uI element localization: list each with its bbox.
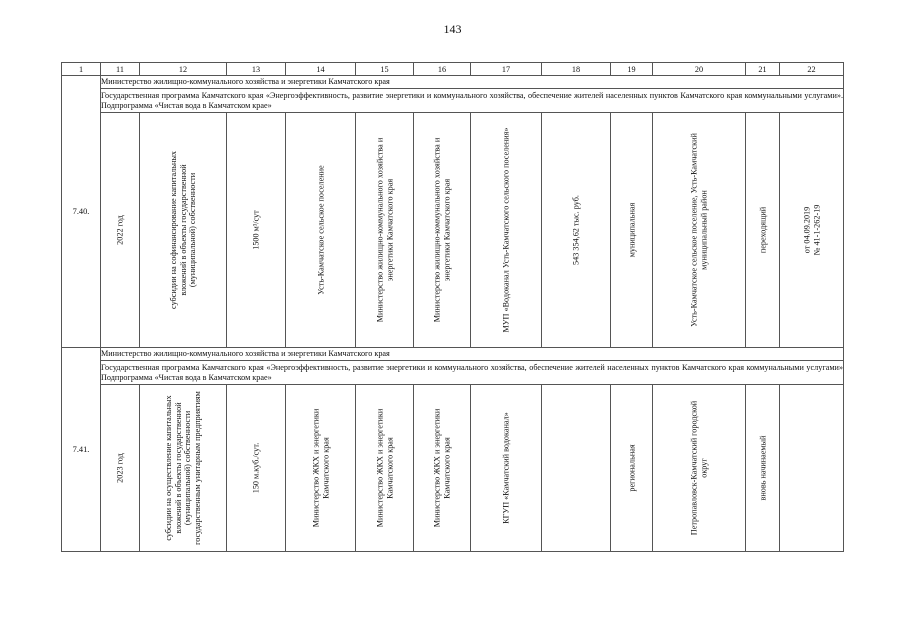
cell-status [746,113,780,348]
customer-text: Министерство ЖКХ и энергетики Камчатского края [375,408,394,528]
expertise-number: № 41-1-262-19 [811,204,821,256]
data-row [62,385,844,552]
header-col-16: 16 [414,63,471,76]
chief-manager-text: Министерство ЖКХ и энергетики Камчатского края [432,408,451,528]
ownership-text: муниципальная [626,202,636,258]
program-row [62,361,844,385]
program-text: Государственная программа Камчатского края «Энергоэффективность, развитие энергетики и коммунального хозяйства, обеспечение жителей населенных пунктов Камчатского края коммунальными услугами». Подпрограмма «Чистая вода в Камчатском крае» [101,89,844,113]
header-col-11: 11 [101,63,140,76]
year-text: 2022 год [115,215,125,245]
header-col-17: 17 [471,63,542,76]
header-col-21: 21 [746,63,780,76]
municipality-text: Усть-Камчатское сельское поселение, Усть-Камчатский муниципальный район [689,133,708,327]
cost-text: 543 354,62 тыс. руб. [571,195,581,265]
cell-expertise [780,385,844,552]
cell-municipality [653,385,746,552]
cell-chief-manager [414,113,471,348]
register-table [61,62,844,552]
cell-status [746,385,780,552]
location-text: Усть-Камчатское сельское поселение [315,165,325,295]
row-number: 7.40. [62,76,101,348]
header-col-15: 15 [356,63,414,76]
header-col-20: 20 [653,63,746,76]
ministry-row [62,348,844,361]
cell-funding-type [140,385,227,552]
cell-location [286,113,356,348]
ministry-row [62,76,844,89]
cell-year [101,385,140,552]
cell-chief-manager [414,385,471,552]
ownership-text: региональная [626,444,636,492]
page-number: 143 [443,22,462,36]
header-col-12: 12 [140,63,227,76]
header-col-18: 18 [542,63,611,76]
developer-text: МУП «Водоканал Усть-Камчатского сельского поселения» [501,127,511,333]
year-text: 2023 год [115,453,125,483]
developer-text: КГУП «Камчатский водоканал» [501,412,511,524]
expertise-text [802,150,821,310]
municipality-text: Петропавловск-Камчатский городской округ [689,400,708,536]
cell-customer [356,113,414,348]
header-col-1: 1 [62,63,101,76]
status-text: переходящий [757,206,767,254]
header-col-13: 13 [227,63,286,76]
cell-capacity [227,113,286,348]
location-text: Министерство ЖКХ и энергетики Камчатского края [311,408,330,528]
header-col-14: 14 [286,63,356,76]
header-col-22: 22 [780,63,844,76]
ministry-text: Министерство жилищно-коммунального хозяйства и энергетики Камчатского края [101,348,844,361]
status-text: вновь начинаемый [757,435,767,501]
cell-cost [542,113,611,348]
header-row [62,63,844,76]
ministry-text: Министерство жилищно-коммунального хозяйства и энергетики Камчатского края [101,76,844,89]
cell-year [101,113,140,348]
row-number: 7.41. [62,348,101,552]
cell-customer [356,385,414,552]
capacity-text: 1500 м³/сут [251,210,261,250]
header-col-19: 19 [611,63,653,76]
cell-developer [471,385,542,552]
cell-municipality [653,113,746,348]
chief-manager-text: Министерство жилищно-коммунального хозяйства и энергетики Камчатского края [432,137,451,323]
funding-type-text: субсидии на софинансирование капитальных вложений в объекты государственной (муниципальной) собственности [168,151,197,309]
funding-type-text: субсидии на осуществление капитальных вложений в объекты государственной (муниципальной) собственности государственным унитарным предприятиям [164,391,202,545]
program-text: Государственная программа Камчатского края «Энергоэффективность, развитие энергетики и коммунального хозяйства, обеспечение жителей населенных пунктов Камчатского края коммунальными услугами» Подпрограмма «Чистая вода в Камчатском крае» [101,361,844,385]
cell-ownership [611,385,653,552]
cell-expertise [780,113,844,348]
expertise-date: от 04.09.2019 [802,206,811,254]
cell-cost [542,385,611,552]
cell-ownership [611,113,653,348]
cell-developer [471,113,542,348]
data-row [62,113,844,348]
capacity-text: 150 м.куб./сут. [251,442,261,494]
cell-location [286,385,356,552]
program-row [62,89,844,113]
cell-funding-type [140,113,227,348]
customer-text: Министерство жилищно-коммунального хозяйства и энергетики Камчатского края [375,137,394,323]
cell-capacity [227,385,286,552]
